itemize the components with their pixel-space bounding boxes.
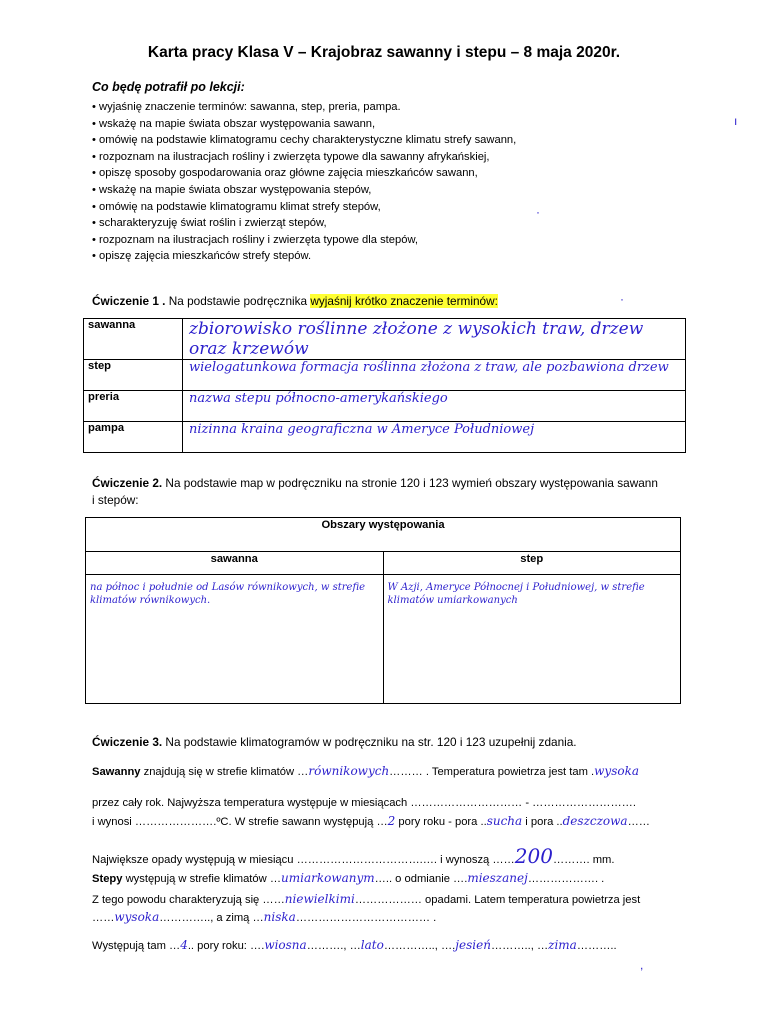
goal-item: • opiszę zajęcia mieszkańców strefy stepów. xyxy=(92,250,312,263)
answer-field[interactable]: deszczowa xyxy=(562,814,628,828)
goal-item: • rozpoznam na ilustracjach rośliny i zwierzęta typowe dla sawanny afrykańskiej, xyxy=(92,150,490,163)
column-header-steppe: step xyxy=(383,552,681,575)
answer-field[interactable]: wysoka xyxy=(114,910,160,924)
exercise-3-instruction: Ćwiczenie 3. Na podstawie klimatogramów w podręczniku na str. 120 i 123 uzupełnij zdania. xyxy=(92,735,577,749)
term-answer-field[interactable]: nazwa stepu północno-amerykańskiego xyxy=(183,391,686,422)
term-answer-field[interactable]: nizinna kraina geograficzna w Ameryce Południowej xyxy=(183,422,686,453)
answer-field[interactable]: zima xyxy=(548,938,577,952)
table-row xyxy=(84,319,686,360)
goal-item: • wskażę na mapie świata obszar występowania stepów, xyxy=(92,183,372,196)
exercise-1-instruction: Ćwiczenie 1 . Na podstawie podręcznika wyjaśnij krótko znaczenie terminów: xyxy=(92,294,498,308)
sentence-line: ……wysoka………….., a zimą …niska……………………………… . xyxy=(92,910,437,924)
ink-mark: · xyxy=(620,292,624,306)
answer-field[interactable]: umiarkowanym xyxy=(281,871,375,885)
sentence-line: Stepy występują w strefie klimatów …umiarkowanym….. o odmianie ….mieszanej………………. . xyxy=(92,871,605,885)
answer-field[interactable]: wiosna xyxy=(264,938,307,952)
goal-item: • wyjaśnię znaczenie terminów: sawanna, step, preria, pampa. xyxy=(92,101,401,113)
ink-mark: , xyxy=(640,958,644,972)
answer-field[interactable]: 2 xyxy=(387,814,396,828)
term-answer-field[interactable]: zbiorowisko roślinne złożone z wysokich traw, drzew oraz krzewów xyxy=(183,319,686,360)
sentence-line: Największe opady występują w miesiącu …………………………….…. i wynoszą ……200………. mm. xyxy=(92,844,615,868)
term-label: step xyxy=(84,360,183,391)
goal-item: • wskażę na mapie świata obszar występowania sawann, xyxy=(92,117,376,130)
terms-table xyxy=(83,318,686,453)
ink-mark: ı xyxy=(734,114,738,128)
answer-field[interactable]: wysoka xyxy=(594,764,639,778)
sentence-line: Z tego powodu charakteryzują się ……niewielkimi……………… opadami. Latem temperatura powietrza jest xyxy=(92,892,641,906)
regions-table xyxy=(85,517,681,704)
sentence-line: Sawanny znajdują się w strefie klimatów …równikowych……… . Temperatura powietrza jest tam .wysoka xyxy=(92,764,639,778)
answer-field[interactable]: niewielkimi xyxy=(284,892,355,906)
table-row xyxy=(84,422,686,453)
savanna-answer-field[interactable]: na północ i południe od Lasów równikowych, w strefie klimatów równikowych. xyxy=(86,575,384,704)
answer-field[interactable]: lato xyxy=(360,938,384,952)
term-label: sawanna xyxy=(84,319,183,360)
term-label: pampa xyxy=(84,422,183,453)
table-row xyxy=(84,391,686,422)
answer-field[interactable]: mieszanej xyxy=(467,871,528,885)
page-title: Karta pracy Klasa V – Krajobraz sawanny i stepu – 8 maja 2020r. xyxy=(147,44,621,61)
sentence-line: i wynosi ………………….ºC. W strefie sawann występują …2 pory roku - pora ..sucha i pora ..deszczowa…… xyxy=(92,814,650,828)
answer-field[interactable]: równikowych xyxy=(308,764,390,778)
term-label: preria xyxy=(84,391,183,422)
ink-mark: · xyxy=(536,205,540,219)
column-header-savanna: sawanna xyxy=(86,552,384,575)
answer-field[interactable]: 4 xyxy=(180,938,188,952)
goal-item: • opiszę sposoby gospodarowania oraz główne zajęcia mieszkańców sawann, xyxy=(92,167,478,180)
answer-field[interactable]: jesień xyxy=(455,938,491,952)
goal-item: • rozpoznam na ilustracjach rośliny i zwierzęta typowe dla stepów, xyxy=(92,233,419,246)
steppe-answer-field[interactable]: W Azji, Ameryce Północnej i Południowej, w strefie klimatów umiarkowanych xyxy=(383,575,681,704)
answer-field[interactable]: niska xyxy=(263,910,296,924)
table-row xyxy=(84,360,686,391)
term-answer-field[interactable]: wielogatunkowa formacja roślinna złożona z traw, ale pozbawiona drzew xyxy=(183,360,686,391)
goals-list xyxy=(92,99,516,265)
goal-item: • omówię na podstawie klimatogramu cechy charakterystyczne klimatu strefy sawann, xyxy=(92,134,517,147)
highlighted-text: wyjaśnij krótko znaczenie terminów: xyxy=(310,294,498,308)
answer-field[interactable]: 200 xyxy=(514,844,553,868)
sentence-line: Występują tam …4.. pory roku: ….wiosna………., …lato………….., ….jesień……….., …zima……….. xyxy=(92,938,617,952)
sentence-line: przez cały rok. Najwyższa temperatura występuje w miesiącach ………………………… - ………………………. xyxy=(92,797,636,809)
goals-heading: Co będę potrafił po lekcji: xyxy=(92,80,245,94)
goal-item: • scharakteryzuję świat roślin i zwierząt stepów, xyxy=(92,217,327,230)
table-title: Obszary występowania xyxy=(86,518,681,552)
goal-item: • omówię na podstawie klimatogramu klimat strefy stepów, xyxy=(92,200,381,213)
answer-field[interactable]: sucha xyxy=(486,814,523,828)
exercise-2-instruction: Ćwiczenie 2. Na podstawie map w podręczniku na stronie 120 i 123 wymień obszary występowania sawann i stepów: xyxy=(92,476,658,507)
